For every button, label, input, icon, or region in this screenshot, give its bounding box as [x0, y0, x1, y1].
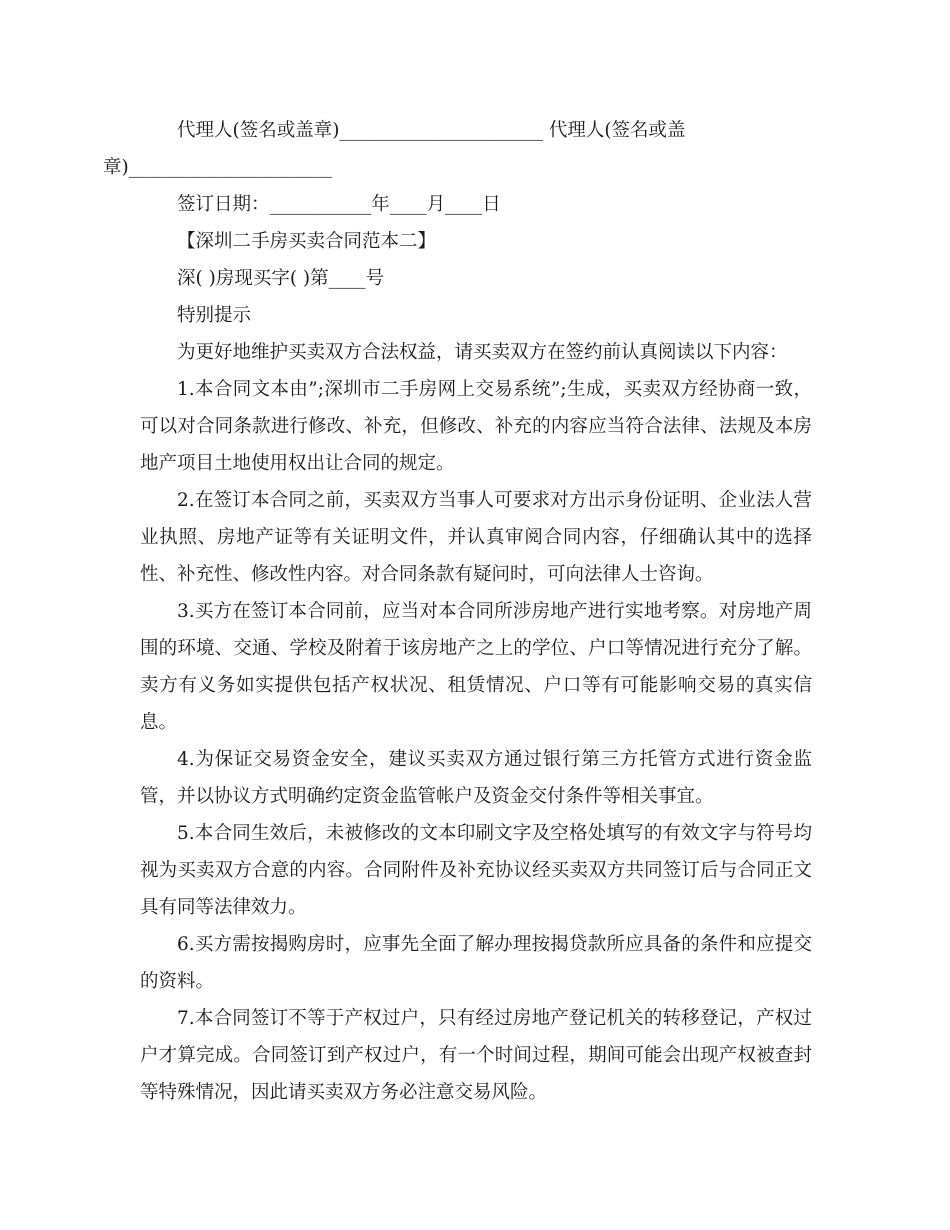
- document-page: [103, 112, 812, 1111]
- notice-item-4: 4.为保证交易资金安全，建议买卖双方通过银行第三方托管方式进行资金监管，并以协议方式明确约定资金监管帐户及资金交付条件等相关事宜。: [140, 749, 812, 807]
- signature-line: [103, 112, 812, 186]
- notice-item-7: 7.本合同签订不等于产权过户，只有经过房地产登记机关的转移登记，产权过户才算完成。合同签订到产权过户，有一个时间过程，期间可能会出现产权被查封等特殊情况，因此请买卖双方务必注意交易风险。: [140, 1008, 812, 1103]
- notice-heading: 特别提示: [177, 305, 252, 326]
- signature-line-1: 代理人(签名或盖章)______________________ 代理人(签名或盖: [177, 120, 686, 141]
- notice-item-1: 1.本合同文本由”;深圳市二手房网上交易系统”;生成，买卖双方经协商一致，可以对合同条款进行修改、补充，但修改、补充的内容应当符合法律、法规及本房地产项目土地使用权出让合同的规定。: [140, 379, 812, 474]
- notice-item-2: 2.在签订本合同之前，买卖双方当事人可要求对方出示身份证明、企业法人营业执照、房地产证等有关证明文件，并认真审阅合同内容，仔细确认其中的选择性、补充性、修改性内容。对合同条款有疑问时，可向法律人士咨询。: [140, 490, 812, 585]
- sign-date: 签订日期：___________年____月____日: [177, 194, 501, 215]
- notice-intro: 为更好地维护买卖双方合法权益，请买卖双方在签约前认真阅读以下内容：: [177, 342, 788, 363]
- signature-line-2: 章)______________________: [103, 157, 333, 178]
- section-title: 【深圳二手房买卖合同范本二】: [177, 231, 437, 252]
- notice-item-3: 3.买方在签订本合同前，应当对本合同所涉房地产进行实地考察。对房地产周围的环境、交通、学校及附着于该房地产之上的学位、户口等情况进行充分了解。卖方有义务如实提供包括产权状况、租赁情况、户口等有可能影响交易的真实信息。: [140, 601, 812, 733]
- notice-item-5: 5.本合同生效后，未被修改的文本印刷文字及空格处填写的有效文字与符号均视为买卖双方合意的内容。合同附件及补充协议经买卖双方共同签订后与合同正文具有同等法律效力。: [140, 823, 812, 918]
- notice-item-6: 6.买方需按揭购房时，应事先全面了解办理按揭贷款所应具备的条件和应提交的资料。: [140, 934, 812, 992]
- contract-number: 深( )房现买字( )第____号: [177, 268, 385, 289]
